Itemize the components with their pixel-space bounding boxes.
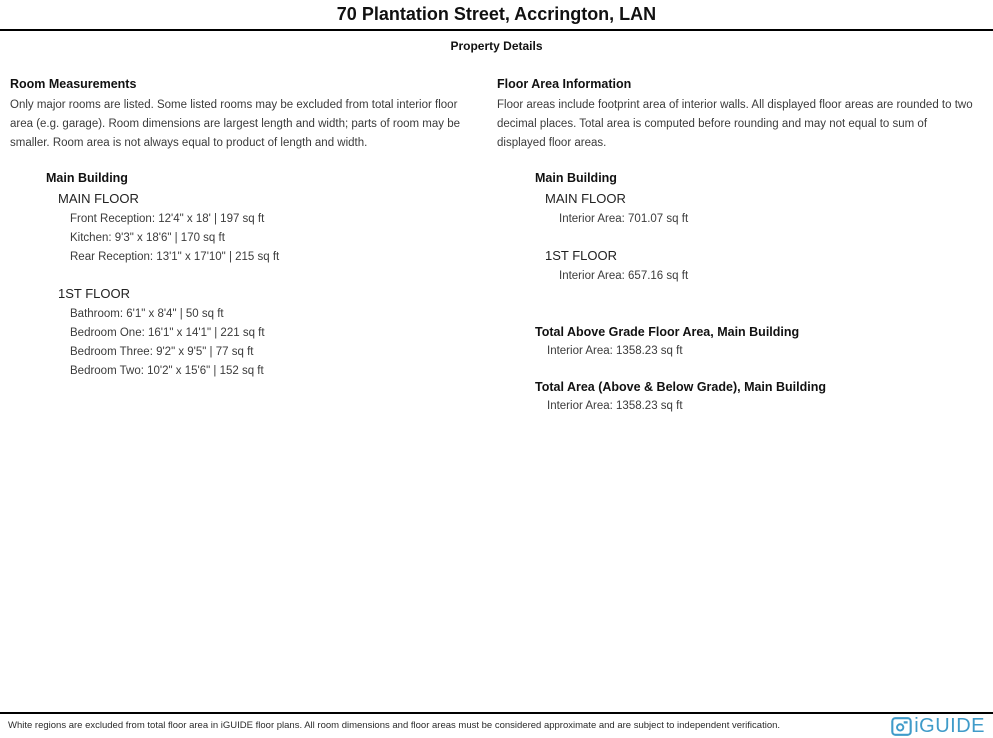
page-title: 70 Plantation Street, Accrington, LAN xyxy=(336,4,657,24)
room-line: Bedroom Two: 10'2" x 15'6" | 152 sq ft xyxy=(70,365,264,377)
floor-name: MAIN FLOOR xyxy=(58,191,139,206)
floor-group-1st-floor xyxy=(10,286,497,381)
floor-name: 1ST FLOOR xyxy=(58,286,131,301)
total-area-line: Interior Area: 1358.23 sq ft xyxy=(547,400,683,412)
content-columns xyxy=(0,76,993,416)
room-line: Bedroom One: 16'1" x 14'1" | 221 sq ft xyxy=(70,327,265,339)
floor-area-group-1st-floor xyxy=(497,248,993,286)
footer-disclaimer: White regions are excluded from total floor area in iGUIDE floor plans. All room dimensions and floor areas must be considered approximate and are subject to independent verification. xyxy=(8,720,781,731)
interior-area-line: Interior Area: 657.16 sq ft xyxy=(559,270,689,282)
building-name: Main Building xyxy=(46,171,128,185)
interior-area-line: Interior Area: 701.07 sq ft xyxy=(559,213,689,225)
total-title: Total Above Grade Floor Area, Main Building xyxy=(535,325,800,339)
total-above-below-grade-block xyxy=(497,379,993,416)
room-line: Rear Reception: 13'1" x 17'10" | 215 sq ft xyxy=(70,251,280,263)
floor-area-group-main-floor xyxy=(497,191,993,229)
room-line: Bathroom: 6'1" x 8'4" | 50 sq ft xyxy=(70,308,224,320)
iguide-logo-text: iGUIDE xyxy=(914,715,985,737)
floor-area-section xyxy=(497,76,993,416)
room-line: Bedroom Three: 9'2" x 9'5" | 77 sq ft xyxy=(70,346,254,358)
room-list xyxy=(10,210,497,267)
room-list xyxy=(10,305,497,381)
footer xyxy=(0,712,993,738)
room-line: Kitchen: 9'3" x 18'6" | 170 sq ft xyxy=(70,232,225,244)
room-line: Front Reception: 12'4" x 18' | 197 sq ft xyxy=(70,213,265,225)
room-measurements-section xyxy=(0,76,497,416)
total-area-line: Interior Area: 1358.23 sq ft xyxy=(547,345,683,357)
iguide-logo xyxy=(891,715,985,738)
floor-name: 1ST FLOOR xyxy=(545,248,618,263)
floor-area-description: Floor areas include footprint area of interior walls. All displayed floor areas are rounded to two decimal places. Total area is computed before rounding and may not equal to sum of displayed floor areas. xyxy=(497,99,973,149)
title-divider xyxy=(0,29,993,31)
total-title: Total Area (Above & Below Grade), Main Building xyxy=(535,380,826,394)
floor-group-main-floor xyxy=(10,191,497,267)
room-measurements-description: Only major rooms are listed. Some listed rooms may be excluded from total interior floor area (e.g. garage). Room dimensions are largest length and width; parts of room may be smaller. Room area is not always equal to product of length and width. xyxy=(10,99,461,149)
total-above-grade-block xyxy=(497,324,993,361)
page-subtitle: Property Details xyxy=(450,39,543,53)
totals-section xyxy=(497,324,993,416)
floor-area-heading: Floor Area Information xyxy=(497,77,632,91)
floor-name: MAIN FLOOR xyxy=(545,191,626,206)
iguide-camera-icon xyxy=(891,716,912,737)
room-measurements-heading: Room Measurements xyxy=(10,77,137,91)
building-name: Main Building xyxy=(535,171,617,185)
